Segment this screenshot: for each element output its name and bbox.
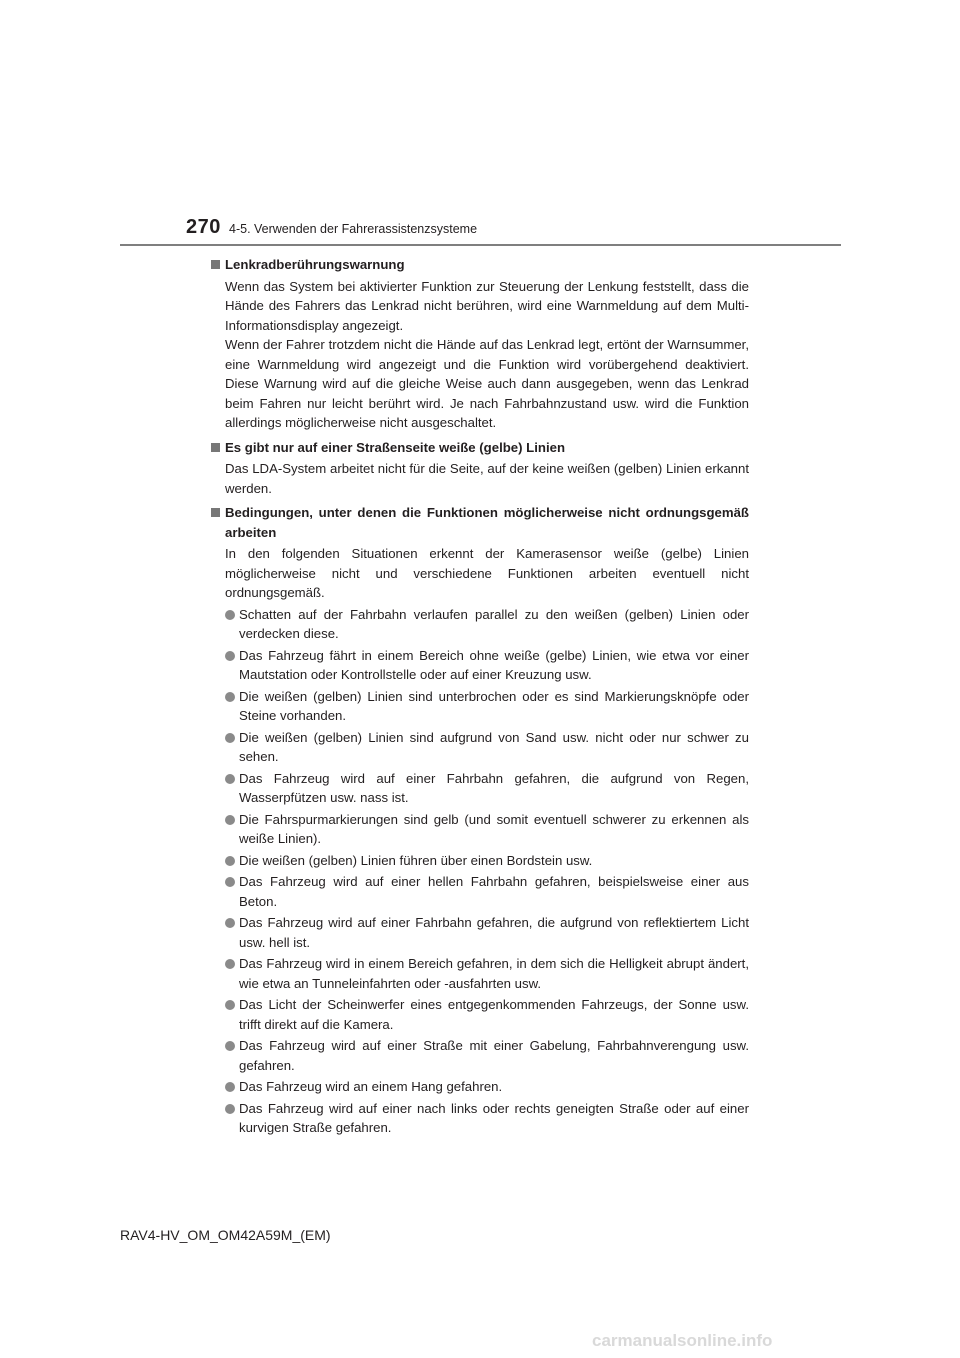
- square-bullet-icon: [211, 508, 220, 517]
- watermark: carmanualsonline.info: [592, 1331, 773, 1350]
- main-content: [211, 255, 749, 1143]
- round-bullet-icon: [225, 959, 235, 969]
- list-item-text: Das Licht der Scheinwerfer eines entgegenkommenden Fahrzeugs, der Sonne usw. trifft direkt auf die Kamera.: [239, 997, 749, 1032]
- list-item: [211, 1099, 749, 1138]
- list-item: [211, 851, 749, 871]
- section-heading: [211, 255, 749, 275]
- list-item-text: Das Fahrzeug wird auf einer Straße mit einer Gabelung, Fahrbahnverengung usw. gefahren.: [239, 1038, 749, 1073]
- list-item-text: Das Fahrzeug wird in einem Bereich gefahren, in dem sich die Helligkeit abrupt ändert, wie etwa an Tunneleinfahrten oder -ausfahrten usw.: [239, 956, 749, 991]
- round-bullet-icon: [225, 733, 235, 743]
- section-heading-text: Bedingungen, unter denen die Funktionen möglicherweise nicht ordnungsgemäß arbeiten: [225, 505, 749, 540]
- round-bullet-icon: [225, 1041, 235, 1051]
- round-bullet-icon: [225, 651, 235, 661]
- list-item-text: Das Fahrzeug fährt in einem Bereich ohne weiße (gelbe) Linien, wie etwa vor einer Mautstation oder Kontrollstelle oder auf einer Kreuzung usw.: [239, 647, 749, 682]
- list-item-text: Das Fahrzeug wird auf einer Fahrbahn gefahren, die aufgrund von Regen, Wasserpfützen usw. nass ist.: [239, 770, 749, 805]
- list-item: [211, 995, 749, 1034]
- round-bullet-icon: [225, 692, 235, 702]
- list-item: [211, 1077, 749, 1097]
- list-item-text: Schatten auf der Fahrbahn verlaufen parallel zu den weißen (gelben) Linien oder verdecken diese.: [239, 606, 749, 641]
- section-title: 4-5. Verwenden der Fahrerassistenzsysteme: [229, 222, 478, 236]
- list-item-text: Die weißen (gelben) Linien sind unterbrochen oder es sind Markierungsknöpfe oder Steine vorhanden.: [239, 688, 749, 723]
- list-item: [211, 913, 749, 952]
- round-bullet-icon: [225, 815, 235, 825]
- list-item: [211, 810, 749, 849]
- list-item: [211, 954, 749, 993]
- list-item-text: Das Fahrzeug wird auf einer nach links oder rechts geneigten Straße oder auf einer kurvigen Straße gefahren.: [239, 1100, 749, 1135]
- section-paragraph: In den folgenden Situationen erkennt der Kamerasensor weiße (gelbe) Linien möglicherweise nicht und verschiedene Funktionen arbeiten eventuell nicht ordnungsgemäß.: [225, 546, 749, 600]
- condition-list: [211, 605, 749, 1138]
- list-item: [211, 1036, 749, 1075]
- square-bullet-icon: [211, 260, 220, 269]
- round-bullet-icon: [225, 774, 235, 784]
- section-heading-text: Lenkradberührungswarnung: [225, 257, 405, 272]
- round-bullet-icon: [225, 1082, 235, 1092]
- section-conditions: [211, 503, 749, 1138]
- header-rule: [120, 244, 841, 246]
- round-bullet-icon: [225, 877, 235, 887]
- round-bullet-icon: [225, 918, 235, 928]
- list-item: [211, 769, 749, 808]
- section-heading: [211, 503, 749, 542]
- section-steering-touch-warning: [211, 255, 749, 433]
- section-heading: [211, 438, 749, 458]
- list-item-text: Das Fahrzeug wird auf einer Fahrbahn gefahren, die aufgrund von reflektiertem Licht usw. hell ist.: [239, 915, 749, 950]
- list-item: [211, 687, 749, 726]
- list-item-text: Die weißen (gelben) Linien sind aufgrund von Sand usw. nicht oder nur schwer zu sehen.: [239, 729, 749, 764]
- document-id: RAV4-HV_OM_OM42A59M_(EM): [120, 1227, 331, 1243]
- round-bullet-icon: [225, 1104, 235, 1114]
- round-bullet-icon: [225, 610, 235, 620]
- round-bullet-icon: [225, 856, 235, 866]
- section-heading-text: Es gibt nur auf einer Straßenseite weiße (gelbe) Linien: [225, 439, 566, 455]
- square-bullet-icon: [211, 443, 220, 452]
- section-paragraph: Wenn das System bei aktivierter Funktion zur Steuerung der Lenkung feststellt, dass die Hände des Fahrers das Lenkrad nicht berühren, wird eine Warnmeldung auf dem Multi-Informationsdisplay angezeigt. Wenn der Fahrer trotzdem nicht die Hände auf das Lenkrad legt, ertönt der Warnsummer, eine Warnmeldung wird angezeigt und die Funktion wird vorübergehend deaktiviert. Diese Warnung wird auf die gleiche Weise auch dann ausgegeben, wenn das Lenkrad beim Fahren nur leicht berührt wird. Je nach Fahrbahnzustand usw. wird die Funktion allerdings möglicherweise nicht ausgeschaltet.: [225, 278, 749, 430]
- section-one-side-lines: [211, 438, 749, 499]
- list-item-text: Das Fahrzeug wird an einem Hang gefahren.: [239, 1079, 503, 1094]
- page-number: 270: [186, 216, 221, 238]
- list-item-text: Das Fahrzeug wird auf einer hellen Fahrbahn gefahren, beispielsweise einer aus Beton.: [239, 874, 749, 909]
- section-paragraph: Das LDA-System arbeitet nicht für die Seite, auf der keine weißen (gelben) Linien erkannt werden.: [225, 461, 749, 496]
- list-item: [211, 646, 749, 685]
- list-item: [211, 605, 749, 644]
- list-item-text: Die weißen (gelben) Linien führen über einen Bordstein usw.: [239, 852, 593, 868]
- list-item-text: Die Fahrspurmarkierungen sind gelb (und somit eventuell schwerer zu erkennen als weiße Linien).: [239, 811, 749, 846]
- list-item: [211, 728, 749, 767]
- list-item: [211, 872, 749, 911]
- round-bullet-icon: [225, 1000, 235, 1010]
